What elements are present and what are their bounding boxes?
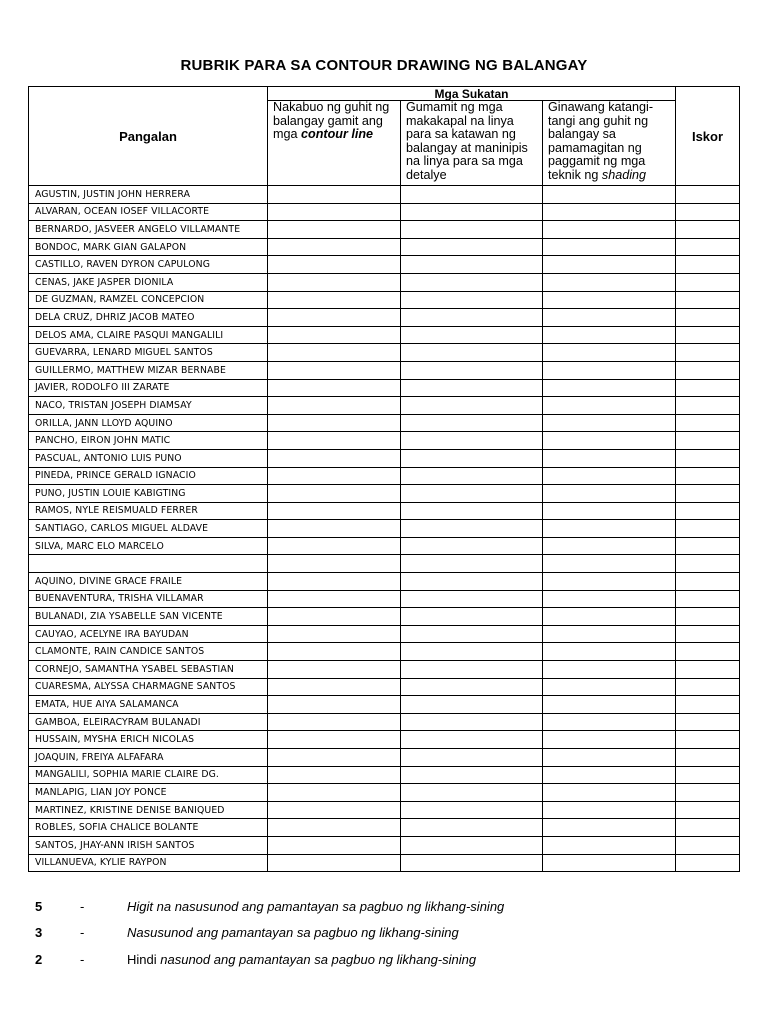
criterion-2-cell [401,555,543,573]
criterion-3-cell [543,379,676,397]
score-cell [676,397,740,415]
criterion-1-cell [268,573,401,591]
table-row [29,819,740,837]
criterion-3-cell [543,749,676,767]
criterion-3-cell [543,203,676,221]
legend-description: Nasusunod ang pamantayan sa pagbuo ng likhang-sining [127,925,459,940]
legend-score: 3 [35,925,43,940]
criterion-2-cell [401,449,543,467]
criterion-2-cell [401,309,543,327]
table-row [29,713,740,731]
criterion-2-cell [401,432,543,450]
criterion-1-cell [268,203,401,221]
criterion-3-cell [543,485,676,503]
criterion-3-cell [543,590,676,608]
criterion-2-cell [401,273,543,291]
criterion-1-cell [268,432,401,450]
page-title: RUBRIK PARA SA CONTOUR DRAWING NG BALANGAY [180,57,588,74]
student-name-cell: VILLANUEVA, KYLIE RAYPON [29,854,268,872]
criterion-header-1: Nakabuo ng guhit ng balangay gamit ang mga contour line [268,101,401,186]
criterion-3-cell [543,520,676,538]
criterion-1-cell [268,379,401,397]
student-name-cell: AQUINO, DIVINE GRACE FRAILE [29,573,268,591]
criterion-1-cell [268,238,401,256]
criterion-2-cell [401,379,543,397]
score-cell [676,291,740,309]
student-name-cell: HUSSAIN, MYSHA ERICH NICOLAS [29,731,268,749]
score-cell [676,625,740,643]
student-name-cell: DE GUZMAN, RAMZEL CONCEPCION [29,291,268,309]
criterion-3-cell [543,696,676,714]
criterion-2-cell [401,537,543,555]
criterion-3-cell [543,661,676,679]
criterion-2-cell [401,625,543,643]
criterion-2-cell [401,221,543,239]
criterion-2-cell [401,361,543,379]
criterion-3-cell [543,502,676,520]
score-column-header: Iskor [676,87,740,186]
criterion-2-cell [401,590,543,608]
criterion-1-cell [268,661,401,679]
student-name-cell: ALVARAN, OCEAN IOSEF VILLACORTE [29,203,268,221]
criterion-1-cell [268,819,401,837]
criterion-2-cell [401,502,543,520]
student-name-cell: PINEDA, PRINCE GERALD IGNACIO [29,467,268,485]
student-name-cell: CORNEJO, SAMANTHA YSABEL SEBASTIAN [29,661,268,679]
criterion-3-cell [543,678,676,696]
legend-score: 5 [35,899,43,914]
score-cell [676,555,740,573]
score-cell [676,326,740,344]
student-name-cell: EMATA, HUE AIYA SALAMANCA [29,696,268,714]
criterion-2-cell [401,485,543,503]
table-row [29,749,740,767]
criterion-3-cell [543,573,676,591]
score-cell [676,502,740,520]
score-cell [676,273,740,291]
table-row [29,678,740,696]
table-row [29,590,740,608]
student-name-cell: DELOS AMA, CLAIRE PASQUI MANGALILI [29,326,268,344]
table-row [29,731,740,749]
legend-description: Hindi nasunod ang pamantayan sa pagbuo ng likhang-sining [127,952,477,967]
criterion-2-cell [401,696,543,714]
table-row [29,397,740,415]
criterion-3-cell [543,309,676,327]
legend-description: Higit na nasusunod ang pamantayan sa pagbuo ng likhang-sining [127,899,505,914]
criterion-1-cell [268,502,401,520]
criterion-2-cell [401,713,543,731]
table-row [29,555,740,573]
criterion-1-cell [268,326,401,344]
score-cell [676,414,740,432]
criterion-2-cell [401,643,543,661]
criterion-3-cell [543,784,676,802]
student-name-cell: ROBLES, SOFIA CHALICE BOLANTE [29,819,268,837]
criterion-3-cell [543,819,676,837]
criterion-2-cell [401,608,543,626]
score-cell [676,344,740,362]
criterion-1-cell [268,784,401,802]
criterion-3-cell [543,273,676,291]
student-name-cell: NACO, TRISTAN JOSEPH DIAMSAY [29,397,268,415]
student-name-cell: SANTIAGO, CARLOS MIGUEL ALDAVE [29,520,268,538]
criterion-2-cell [401,801,543,819]
criterion-3-cell [543,397,676,415]
criterion-1-cell [268,713,401,731]
student-name-cell: DELA CRUZ, DHRIZ JACOB MATEO [29,309,268,327]
criterion-1-cell [268,414,401,432]
criterion-1-cell [268,309,401,327]
table-row [29,449,740,467]
criterion-1-cell [268,291,401,309]
criterion-1-cell [268,801,401,819]
student-name-cell: RAMOS, NYLE REISMUALD FERRER [29,502,268,520]
criterion-1-cell [268,696,401,714]
criterion-3-cell [543,555,676,573]
criterion-1-cell [268,731,401,749]
table-row [29,221,740,239]
score-cell [676,819,740,837]
criterion-1-cell [268,555,401,573]
score-cell [676,678,740,696]
table-row [29,643,740,661]
table-row [29,696,740,714]
rubric-table [28,86,740,872]
criterion-1-cell [268,467,401,485]
name-column-header: Pangalan [29,87,268,186]
criterion-2-cell [401,186,543,204]
criterion-2-cell [401,749,543,767]
table-row [29,273,740,291]
criterion-1-cell [268,625,401,643]
score-cell [676,801,740,819]
criterion-2-cell [401,819,543,837]
student-name-cell: BULANADI, ZIA YSABELLE SAN VICENTE [29,608,268,626]
criterion-3-cell [543,432,676,450]
score-cell [676,766,740,784]
criterion-3-cell [543,854,676,872]
criterion-1-cell [268,854,401,872]
student-name-cell: BUENAVENTURA, TRISHA VILLAMAR [29,590,268,608]
score-cell [676,537,740,555]
student-name-cell: GAMBOA, ELEIRACYRAM BULANADI [29,713,268,731]
score-cell [676,854,740,872]
criterion-1-cell [268,520,401,538]
criterion-3-cell [543,537,676,555]
criterion-2-cell [401,326,543,344]
score-cell [676,256,740,274]
legend-dash: - [80,952,85,967]
criterion-2-cell [401,414,543,432]
table-row [29,625,740,643]
criterion-1-cell [268,749,401,767]
criterion-1-cell [268,608,401,626]
student-name-cell: PANCHO, EIRON JOHN MATIC [29,432,268,450]
table-row [29,485,740,503]
criterion-3-cell [543,414,676,432]
table-row [29,326,740,344]
criterion-3-cell [543,467,676,485]
score-cell [676,361,740,379]
criterion-1-cell [268,537,401,555]
criterion-1-cell [268,221,401,239]
criterion-3-cell [543,326,676,344]
criterion-3-cell [543,731,676,749]
criterion-3-cell [543,238,676,256]
student-name-cell: CLAMONTE, RAIN CANDICE SANTOS [29,643,268,661]
score-cell [676,485,740,503]
score-cell [676,731,740,749]
student-name-cell: CAUYAO, ACELYNE IRA BAYUDAN [29,625,268,643]
criterion-2-cell [401,238,543,256]
table-row [29,256,740,274]
criterion-3-cell [543,801,676,819]
criterion-3-cell [543,256,676,274]
criterion-1-cell [268,273,401,291]
criterion-1-cell [268,361,401,379]
score-cell [676,221,740,239]
criterion-1-cell [268,590,401,608]
score-cell [676,467,740,485]
student-name-cell: PASCUAL, ANTONIO LUIS PUNO [29,449,268,467]
table-row [29,661,740,679]
table-row [29,467,740,485]
criterion-2-cell [401,766,543,784]
criterion-3-cell [543,449,676,467]
criterion-2-cell [401,520,543,538]
student-name-cell: ORILLA, JANN LLOYD AQUINO [29,414,268,432]
student-name-cell: GUEVARRA, LENARD MIGUEL SANTOS [29,344,268,362]
table-row [29,854,740,872]
criterion-2-cell [401,344,543,362]
score-cell [676,608,740,626]
criterion-2-cell [401,661,543,679]
criterion-3-cell [543,186,676,204]
student-name-cell: CASTILLO, RAVEN DYRON CAPULONG [29,256,268,274]
score-cell [676,836,740,854]
criterion-2-cell [401,678,543,696]
table-row [29,537,740,555]
criterion-2-cell [401,467,543,485]
student-name-cell: CUARESMA, ALYSSA CHARMAGNE SANTOS [29,678,268,696]
table-row [29,344,740,362]
criterion-1-cell [268,256,401,274]
student-name-cell: MANGALILI, SOPHIA MARIE CLAIRE DG. [29,766,268,784]
criterion-2-cell [401,256,543,274]
table-row [29,291,740,309]
criterion-2-cell [401,203,543,221]
table-row [29,801,740,819]
table-row [29,520,740,538]
score-cell [676,749,740,767]
table-row [29,238,740,256]
criterion-1-cell [268,344,401,362]
score-cell [676,449,740,467]
table-row [29,432,740,450]
criterion-1-cell [268,836,401,854]
legend-score: 2 [35,952,43,967]
score-cell [676,643,740,661]
table-row [29,203,740,221]
table-row [29,573,740,591]
criterion-3-cell [543,713,676,731]
score-cell [676,573,740,591]
criterion-1-cell [268,766,401,784]
student-name-cell [29,555,268,573]
score-cell [676,379,740,397]
score-cell [676,432,740,450]
table-row [29,784,740,802]
criterion-3-cell [543,361,676,379]
score-cell [676,661,740,679]
legend-dash: - [80,899,85,914]
criterion-1-cell [268,678,401,696]
score-cell [676,784,740,802]
table-row [29,361,740,379]
student-name-cell: AGUSTIN, JUSTIN JOHN HERRERA [29,186,268,204]
criterion-3-cell [543,608,676,626]
criterion-2-cell [401,784,543,802]
table-row [29,186,740,204]
criterion-3-cell [543,344,676,362]
criterion-1-cell [268,643,401,661]
student-name-cell: BERNARDO, JASVEER ANGELO VILLAMANTE [29,221,268,239]
student-name-cell: PUNO, JUSTIN LOUIE KABIGTING [29,485,268,503]
student-name-cell: JAVIER, RODOLFO III ZARATE [29,379,268,397]
criterion-3-cell [543,836,676,854]
criterion-1-cell [268,186,401,204]
criterion-2-cell [401,731,543,749]
table-row [29,766,740,784]
criterion-header-3: Ginawang katangi-tangi ang guhit ng balangay sa pamamagitan ng paggamit ng mga teknik ng shading [543,101,676,186]
score-cell [676,203,740,221]
score-cell [676,238,740,256]
student-name-cell: MANLAPIG, LIAN JOY PONCE [29,784,268,802]
student-name-cell: GUILLERMO, MATTHEW MIZAR BERNABE [29,361,268,379]
criteria-group-header: Mga Sukatan [268,87,676,101]
criterion-1-cell [268,397,401,415]
table-row [29,608,740,626]
criterion-1-cell [268,485,401,503]
criterion-header-2: Gumamit ng mga makakapal na linya para sa katawan ng balangay at maninipis na linya para sa mga detalye [401,101,543,186]
score-cell [676,713,740,731]
criterion-3-cell [543,291,676,309]
student-name-cell: CENAS, JAKE JASPER DIONILA [29,273,268,291]
table-row [29,502,740,520]
score-cell [676,696,740,714]
legend-dash: - [80,925,85,940]
score-cell [676,520,740,538]
criterion-2-cell [401,573,543,591]
criterion-2-cell [401,397,543,415]
criterion-2-cell [401,836,543,854]
criterion-3-cell [543,643,676,661]
student-name-cell: JOAQUIN, FREIYA ALFAFARA [29,749,268,767]
table-row [29,309,740,327]
score-cell [676,590,740,608]
criterion-3-cell [543,625,676,643]
student-name-cell: SANTOS, JHAY-ANN IRISH SANTOS [29,836,268,854]
criterion-3-cell [543,766,676,784]
criterion-2-cell [401,291,543,309]
criterion-2-cell [401,854,543,872]
criterion-1-cell [268,449,401,467]
student-name-cell: BONDOC, MARK GIAN GALAPON [29,238,268,256]
table-row [29,414,740,432]
criterion-3-cell [543,221,676,239]
student-name-cell: SILVA, MARC ELO MARCELO [29,537,268,555]
score-cell [676,309,740,327]
table-row [29,836,740,854]
student-name-cell: MARTINEZ, KRISTINE DENISE BANIQUED [29,801,268,819]
score-cell [676,186,740,204]
table-row [29,379,740,397]
